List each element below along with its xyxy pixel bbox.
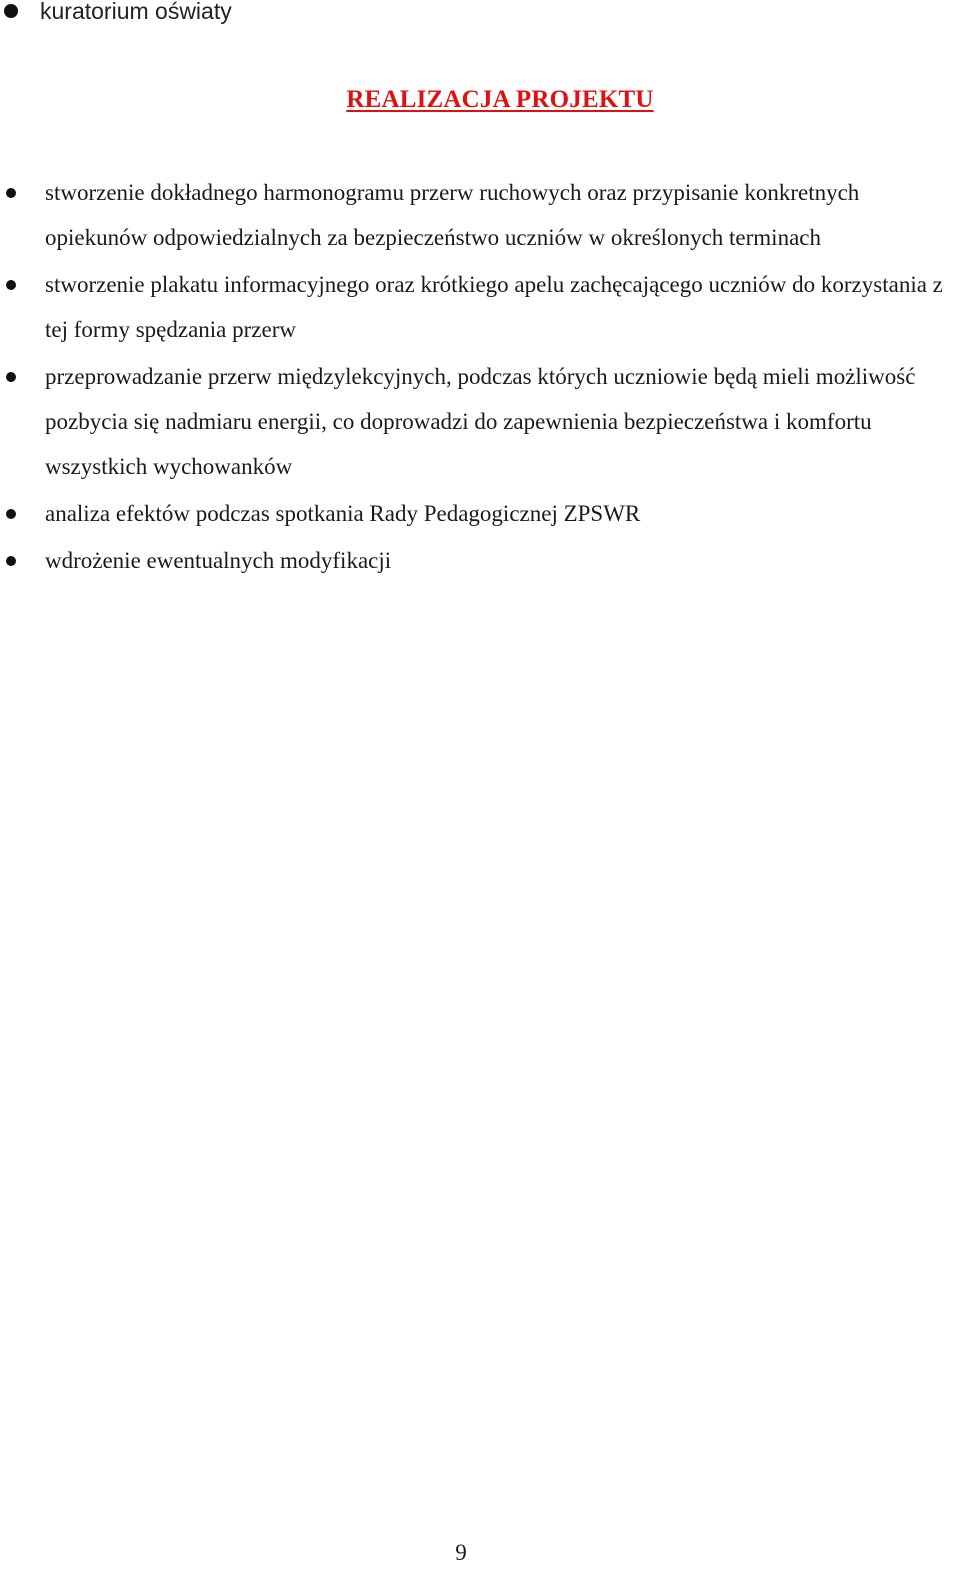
list-item-text: stworzenie plakatu informacyjnego oraz krótkiego apelu zachęcającego uczniów do korzystania z tej formy spędzania przerw — [45, 272, 943, 342]
bullet-icon — [6, 188, 16, 198]
list-item-text: kuratorium oświaty — [40, 0, 232, 24]
bullet-icon — [6, 509, 16, 519]
list-item — [0, 354, 960, 489]
bullet-icon — [6, 372, 16, 382]
list-item-text: stworzenie dokładnego harmonogramu przerw ruchowych oraz przypisanie konkretnych opiekunów odpowiedzialnych za bezpieczeństwo uczniów w określonych terminach — [45, 180, 860, 250]
list-item — [0, 538, 960, 583]
page-number: 9 — [455, 1540, 467, 1565]
bullet-icon — [6, 280, 16, 290]
task-list — [0, 170, 960, 585]
list-item — [0, 491, 960, 536]
list-item-text: przeprowadzanie przerw międzylekcyjnych, podczas których uczniowie będą mieli możliwość pozbycia się nadmiaru energii, co doprowadzi do zapewnienia bezpieczeństwa i komfortu wszystkich wychowanków — [45, 364, 916, 479]
list-item-text: analiza efektów podczas spotkania Rady Pedagogicznej ZPSWR — [45, 501, 641, 526]
section-title: REALIZACJA PROJEKTU — [346, 86, 654, 113]
list-item — [0, 262, 960, 352]
list-item-text: wdrożenie ewentualnych modyfikacji — [45, 548, 392, 573]
list-item — [0, 170, 960, 260]
bullet-icon — [6, 556, 16, 566]
bullet-icon — [4, 4, 18, 18]
list-item-kuratorium — [0, 0, 232, 28]
